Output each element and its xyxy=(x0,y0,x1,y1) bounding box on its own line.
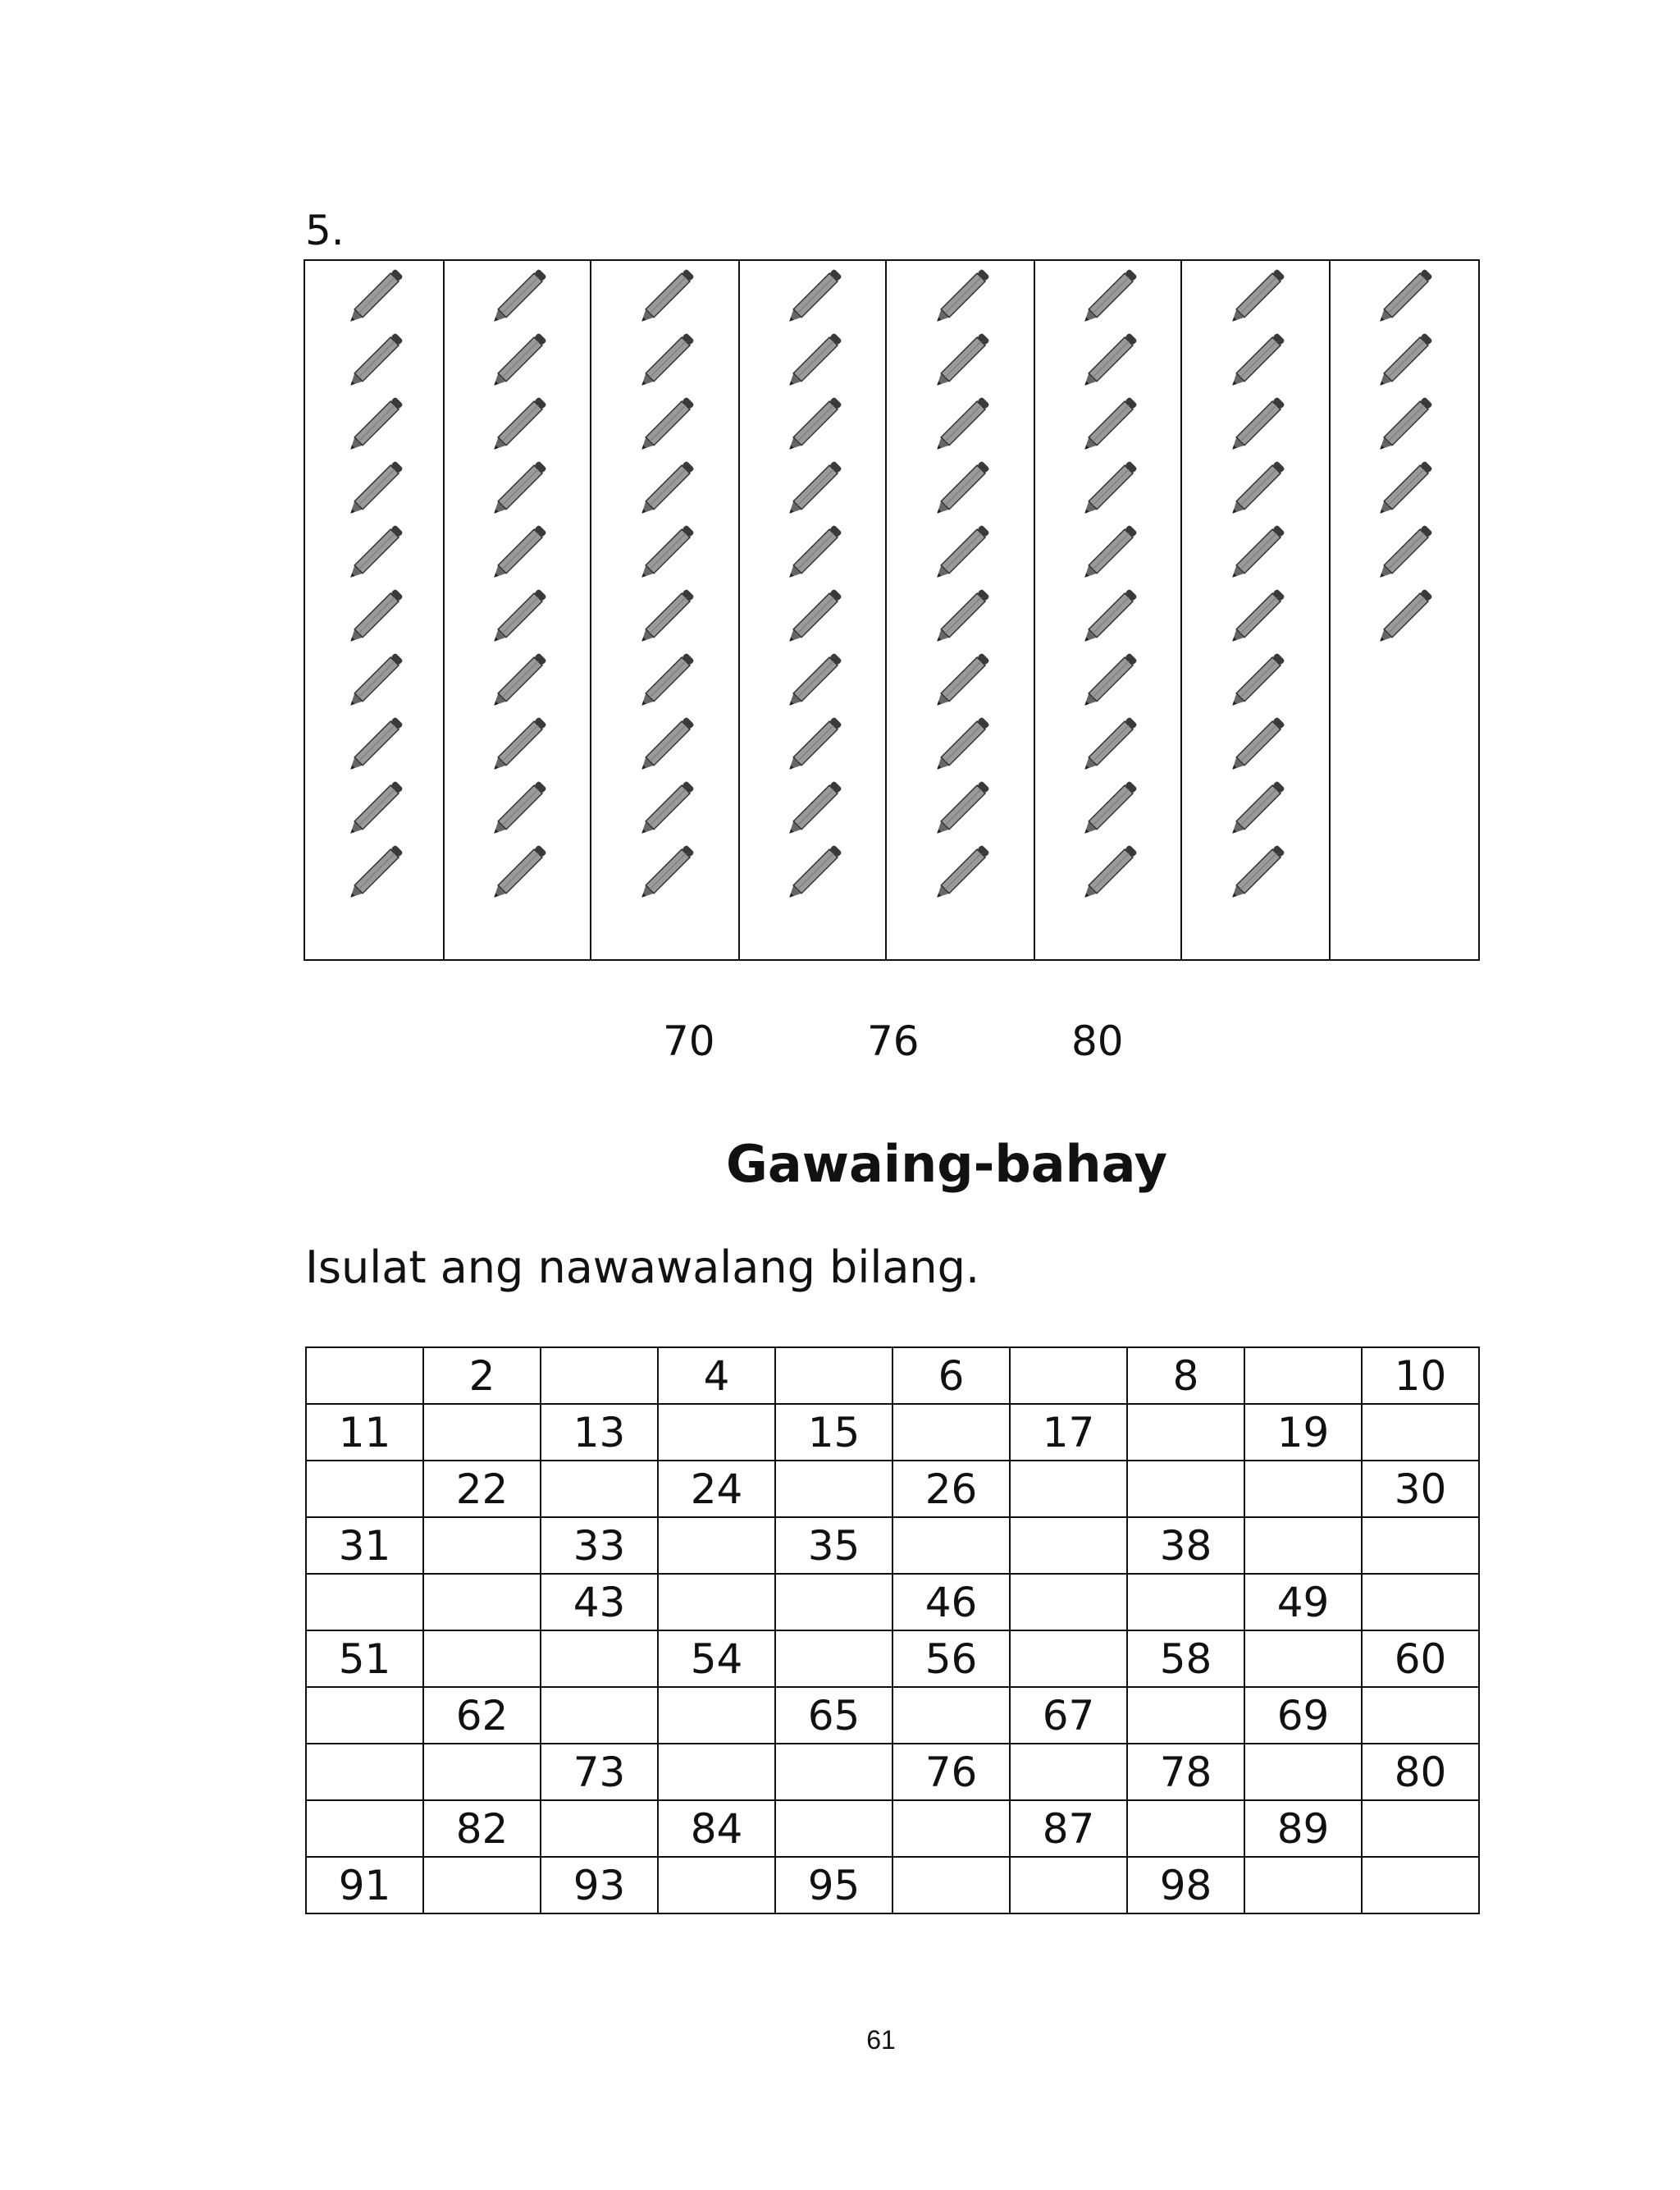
blank-number-cell xyxy=(1362,1404,1479,1461)
blank-number-cell xyxy=(892,1404,1010,1461)
number-cell: 43 xyxy=(541,1574,658,1630)
grid-row xyxy=(306,1800,1479,1857)
blank-number-cell xyxy=(423,1630,541,1687)
number-cell: 2 xyxy=(423,1347,541,1404)
blank-number-cell xyxy=(1127,1461,1244,1517)
pencil-column xyxy=(305,261,445,959)
pencil-count-box xyxy=(304,259,1480,961)
blank-number-cell xyxy=(1010,1574,1127,1630)
grid-row xyxy=(306,1517,1479,1574)
grid-row xyxy=(306,1574,1479,1630)
blank-number-cell xyxy=(658,1517,775,1574)
grid-row xyxy=(306,1347,1479,1404)
blank-number-cell xyxy=(775,1461,892,1517)
number-grid xyxy=(305,1346,1480,1914)
blank-number-cell xyxy=(541,1800,658,1857)
number-cell: 84 xyxy=(658,1800,775,1857)
pencil-icon xyxy=(1365,578,1444,656)
pencil-icon xyxy=(1217,834,1296,912)
number-cell: 30 xyxy=(1362,1461,1479,1517)
pencil-icon xyxy=(336,834,414,912)
number-cell: 89 xyxy=(1244,1800,1362,1857)
blank-number-cell xyxy=(541,1461,658,1517)
blank-number-cell xyxy=(1010,1461,1127,1517)
blank-number-cell xyxy=(658,1857,775,1913)
blank-number-cell xyxy=(306,1574,423,1630)
number-cell: 8 xyxy=(1127,1347,1244,1404)
number-cell: 15 xyxy=(775,1404,892,1461)
blank-number-cell xyxy=(658,1687,775,1744)
number-cell: 82 xyxy=(423,1800,541,1857)
blank-number-cell xyxy=(423,1404,541,1461)
number-cell: 78 xyxy=(1127,1744,1244,1800)
blank-number-cell xyxy=(1244,1630,1362,1687)
answer-choice: 80 xyxy=(1071,1017,1124,1065)
blank-number-cell xyxy=(775,1347,892,1404)
homework-title: Gawaing-bahay xyxy=(725,1134,1168,1194)
pencil-icon xyxy=(774,834,853,912)
pencil-column xyxy=(445,261,592,959)
blank-number-cell xyxy=(1010,1630,1127,1687)
number-cell: 46 xyxy=(892,1574,1010,1630)
number-cell: 76 xyxy=(892,1744,1010,1800)
blank-number-cell xyxy=(775,1630,892,1687)
blank-number-cell xyxy=(1244,1517,1362,1574)
number-cell: 69 xyxy=(1244,1687,1362,1744)
pencil-icon xyxy=(1070,834,1148,912)
blank-number-cell xyxy=(775,1744,892,1800)
number-cell: 60 xyxy=(1362,1630,1479,1687)
blank-number-cell xyxy=(306,1800,423,1857)
number-cell: 35 xyxy=(775,1517,892,1574)
blank-number-cell xyxy=(306,1347,423,1404)
blank-number-cell xyxy=(892,1800,1010,1857)
blank-number-cell xyxy=(658,1404,775,1461)
blank-number-cell xyxy=(306,1744,423,1800)
homework-instruction: Isulat ang nawawalang bilang. xyxy=(305,1241,980,1293)
number-cell: 24 xyxy=(658,1461,775,1517)
blank-number-cell xyxy=(1244,1857,1362,1913)
blank-number-cell xyxy=(1010,1347,1127,1404)
pencil-icon xyxy=(479,834,558,912)
number-cell: 49 xyxy=(1244,1574,1362,1630)
blank-number-cell xyxy=(1244,1347,1362,1404)
blank-number-cell xyxy=(423,1857,541,1913)
pencil-column xyxy=(1331,261,1478,959)
number-cell: 93 xyxy=(541,1857,658,1913)
number-cell: 87 xyxy=(1010,1800,1127,1857)
blank-number-cell xyxy=(1127,1574,1244,1630)
number-cell: 13 xyxy=(541,1404,658,1461)
blank-number-cell xyxy=(1244,1461,1362,1517)
number-cell: 73 xyxy=(541,1744,658,1800)
pencil-column xyxy=(887,261,1035,959)
blank-number-cell xyxy=(1244,1744,1362,1800)
blank-number-cell xyxy=(423,1744,541,1800)
grid-row xyxy=(306,1744,1479,1800)
grid-row xyxy=(306,1687,1479,1744)
answer-choices xyxy=(0,1017,1680,1078)
number-cell: 26 xyxy=(892,1461,1010,1517)
number-cell: 98 xyxy=(1127,1857,1244,1913)
blank-number-cell xyxy=(775,1800,892,1857)
number-cell: 54 xyxy=(658,1630,775,1687)
number-cell: 51 xyxy=(306,1630,423,1687)
item-number: 5. xyxy=(305,207,345,254)
blank-number-cell xyxy=(1362,1574,1479,1630)
blank-number-cell xyxy=(658,1744,775,1800)
number-cell: 22 xyxy=(423,1461,541,1517)
number-cell: 6 xyxy=(892,1347,1010,1404)
blank-number-cell xyxy=(1010,1517,1127,1574)
blank-number-cell xyxy=(1362,1857,1479,1913)
blank-number-cell xyxy=(892,1857,1010,1913)
number-cell: 95 xyxy=(775,1857,892,1913)
blank-number-cell xyxy=(775,1574,892,1630)
blank-number-cell xyxy=(541,1630,658,1687)
number-cell: 58 xyxy=(1127,1630,1244,1687)
number-cell: 67 xyxy=(1010,1687,1127,1744)
blank-number-cell xyxy=(1010,1744,1127,1800)
blank-number-cell xyxy=(1362,1800,1479,1857)
page-number: 61 xyxy=(866,2025,896,2055)
number-cell: 17 xyxy=(1010,1404,1127,1461)
number-cell: 11 xyxy=(306,1404,423,1461)
pencil-column xyxy=(591,261,740,959)
number-cell: 31 xyxy=(306,1517,423,1574)
number-cell: 38 xyxy=(1127,1517,1244,1574)
number-cell: 91 xyxy=(306,1857,423,1913)
number-cell: 10 xyxy=(1362,1347,1479,1404)
number-cell: 80 xyxy=(1362,1744,1479,1800)
blank-number-cell xyxy=(306,1687,423,1744)
blank-number-cell xyxy=(1362,1517,1479,1574)
pencil-column xyxy=(1035,261,1183,959)
blank-number-cell xyxy=(541,1347,658,1404)
blank-number-cell xyxy=(423,1574,541,1630)
blank-number-cell xyxy=(1127,1687,1244,1744)
grid-row xyxy=(306,1857,1479,1913)
answer-choice: 70 xyxy=(663,1017,715,1065)
number-cell: 56 xyxy=(892,1630,1010,1687)
number-cell: 62 xyxy=(423,1687,541,1744)
blank-number-cell xyxy=(1127,1404,1244,1461)
answer-choice: 76 xyxy=(867,1017,920,1065)
blank-number-cell xyxy=(1127,1800,1244,1857)
number-cell: 33 xyxy=(541,1517,658,1574)
pencil-column xyxy=(740,261,888,959)
grid-row xyxy=(306,1630,1479,1687)
grid-row xyxy=(306,1461,1479,1517)
blank-number-cell xyxy=(541,1687,658,1744)
blank-number-cell xyxy=(658,1574,775,1630)
blank-number-cell xyxy=(1010,1857,1127,1913)
blank-number-cell xyxy=(1362,1687,1479,1744)
number-cell: 19 xyxy=(1244,1404,1362,1461)
number-cell: 4 xyxy=(658,1347,775,1404)
blank-number-cell xyxy=(306,1461,423,1517)
blank-number-cell xyxy=(892,1517,1010,1574)
blank-number-cell xyxy=(423,1517,541,1574)
blank-number-cell xyxy=(892,1687,1010,1744)
pencil-column xyxy=(1182,261,1331,959)
number-cell: 65 xyxy=(775,1687,892,1744)
pencil-icon xyxy=(627,834,705,912)
grid-row xyxy=(306,1404,1479,1461)
pencil-icon xyxy=(922,834,1001,912)
